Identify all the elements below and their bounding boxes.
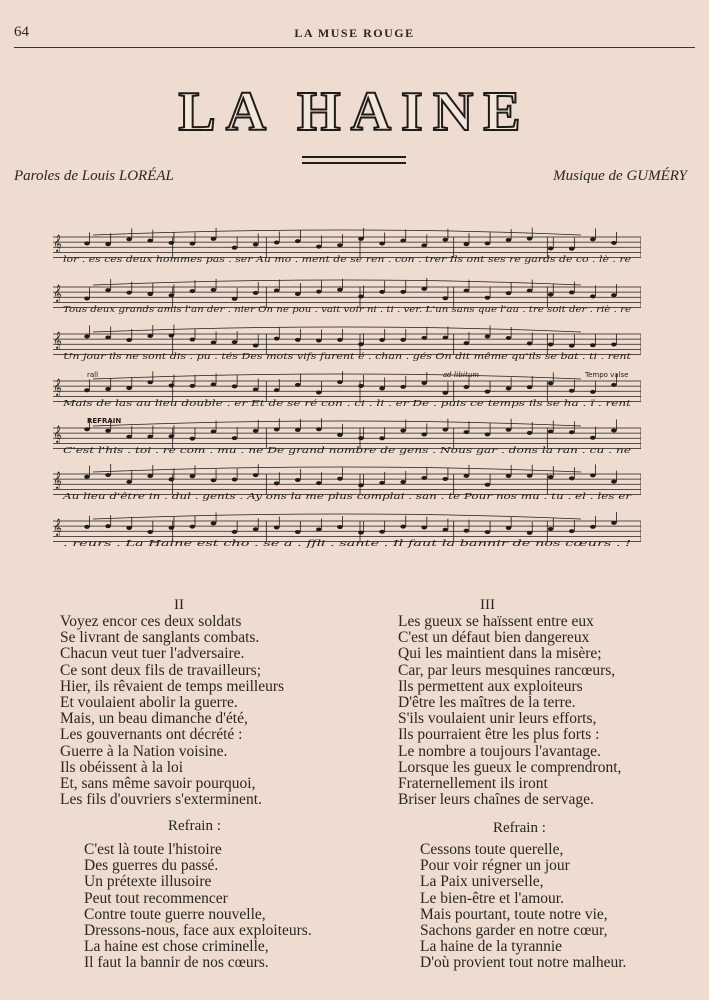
verse-2-line: Voyez encor ces deux soldats	[60, 613, 242, 630]
note-head	[527, 474, 533, 478]
note-head	[337, 380, 343, 384]
note-head	[506, 428, 512, 432]
note-head	[590, 237, 596, 241]
note-head	[147, 435, 153, 439]
treble-clef: 𝄞	[53, 284, 62, 302]
note-head	[421, 287, 427, 291]
note-head	[295, 338, 301, 342]
note-head	[295, 292, 301, 296]
note-head	[169, 241, 175, 245]
note-head	[105, 242, 111, 246]
phrase-slur	[93, 327, 581, 332]
note-head	[379, 241, 385, 245]
note-head	[126, 291, 132, 295]
note-head	[147, 334, 153, 338]
verse-3-line: Car, par leurs mesquines rancœurs,	[398, 661, 616, 679]
refrain-left	[84, 842, 312, 972]
verse-2-line: Les fils d'ouvriers s'exterminent.	[60, 791, 262, 809]
note-head	[506, 526, 512, 530]
note-head	[169, 334, 175, 338]
treble-clef: 𝄞	[53, 331, 62, 349]
note-head	[147, 530, 153, 534]
verse-3	[398, 614, 621, 808]
note-head	[421, 243, 427, 247]
note-head	[84, 475, 90, 479]
note-head	[274, 525, 280, 529]
score-lyric: Au lieu d'être in . dul . gents . Ay ons la me plus complai . san . te Pour nos mu . tu . el . les er	[63, 492, 467, 502]
note-head	[232, 478, 238, 482]
score-lyric: Mais de las au lieu double . er Et de se ré con . ci . li . er De . puis ce temps ils se ha . ï . rent	[63, 399, 464, 409]
note-head	[337, 288, 343, 292]
note-head	[358, 436, 364, 440]
note-head	[400, 429, 406, 433]
note-head	[169, 526, 175, 530]
treble-clef: 𝄞	[53, 234, 62, 252]
title-rule-top	[302, 156, 406, 158]
phrase-slur	[93, 374, 581, 379]
note-head	[464, 474, 470, 478]
note-head	[84, 388, 90, 392]
verse-2-line: Ils obéissent à la loi	[60, 758, 184, 776]
note-head	[464, 242, 470, 246]
note-head	[253, 388, 259, 392]
note-head	[548, 381, 554, 385]
note-head	[316, 245, 322, 249]
verse-3-line: Fraternellement ils iront	[398, 775, 548, 793]
note-head	[253, 291, 259, 295]
note-head	[105, 429, 111, 433]
score-lyric: C'est l'his . toi . re com . mu . ne De grand nombre de gens . Nous gar . dons la ran . cu . ne	[63, 446, 631, 456]
note-head	[232, 530, 238, 534]
verse-3-line: Ils permettent aux exploiteurs	[398, 677, 583, 695]
note-head	[147, 380, 153, 384]
note-head	[232, 246, 238, 250]
note-head	[527, 341, 533, 345]
note-head	[84, 525, 90, 529]
note-head	[506, 336, 512, 340]
verse-3-line: Qui les maintient dans la misère;	[398, 645, 602, 663]
note-head	[548, 527, 554, 531]
note-head	[126, 386, 132, 390]
note-head	[253, 473, 259, 477]
refrain-left-line: C'est là toute l'histoire	[84, 841, 222, 858]
note-head	[527, 385, 533, 389]
refrain-left-line: Peut tout recommencer	[84, 889, 228, 907]
note-head	[105, 335, 111, 339]
note-head	[506, 291, 512, 295]
tempo-mark-rall: rall	[87, 371, 99, 379]
note-head	[316, 427, 322, 431]
note-head	[400, 239, 406, 243]
note-head	[232, 384, 238, 388]
note-head	[400, 480, 406, 484]
note-head	[105, 387, 111, 391]
verse-3-line: Briser leurs chaînes de servage.	[398, 791, 594, 809]
note-head	[464, 430, 470, 434]
note-head	[443, 336, 449, 340]
note-head	[464, 341, 470, 345]
note-head	[295, 239, 301, 243]
refrain-left-line: Dressons-nous, face aux exploiteurs.	[84, 922, 312, 940]
refrain-left-heading: Refrain :	[168, 818, 221, 834]
refrain-left-line: Un prétexte illusoire	[84, 873, 212, 891]
note-head	[190, 474, 196, 478]
song-title: LA HAINE	[178, 81, 531, 143]
note-head	[337, 338, 343, 342]
note-head	[126, 526, 132, 530]
note-head	[400, 290, 406, 294]
score-lyric: Un jour ils ne sont dis . pu . tés Des mots vifs furent é . chan . gés On dit même qu'ils se bat . ti . rent	[63, 352, 500, 362]
note-head	[548, 293, 554, 297]
note-head	[84, 427, 90, 431]
verse-3-line: D'être les maîtres de la terre.	[398, 694, 576, 712]
note-head	[126, 338, 132, 342]
note-head	[569, 529, 575, 533]
note-head	[379, 338, 385, 342]
note-head	[527, 531, 533, 535]
note-head	[590, 525, 596, 529]
verse-2	[60, 614, 284, 808]
note-head	[485, 530, 491, 534]
note-head	[84, 297, 90, 301]
note-head	[569, 290, 575, 294]
note-head	[548, 430, 554, 434]
refrain-right-heading: Refrain :	[493, 820, 546, 836]
note-head	[611, 429, 617, 433]
note-head	[443, 296, 449, 300]
note-head	[358, 384, 364, 388]
note-head	[295, 383, 301, 387]
verse-2-line: Et, sans même savoir pourquoi,	[60, 775, 256, 793]
refrain-left-line: La haine est chose criminelle,	[84, 938, 269, 956]
note-head	[253, 429, 259, 433]
note-head	[485, 334, 491, 338]
verse-3-line: Lorsque les gueux le comprendront,	[398, 758, 622, 776]
note-head	[147, 292, 153, 296]
note-head	[190, 338, 196, 342]
verse-2-line: Chacun veut tuer l'adversaire.	[60, 645, 245, 663]
note-head	[379, 530, 385, 534]
note-head	[569, 389, 575, 393]
score-lyric: . reurs . La Haine est cho . se a . ffli . sante . Il faut la bannir de nos cœurs . !	[63, 539, 631, 549]
refrain-right-line: Sachons garder en notre cœur,	[420, 922, 608, 940]
note-head	[337, 243, 343, 247]
note-head	[379, 290, 385, 294]
note-head	[443, 477, 449, 481]
note-head	[569, 476, 575, 480]
note-head	[126, 480, 132, 484]
verse-3-line: S'ils voulaient unir leurs efforts,	[398, 710, 597, 728]
note-head	[274, 289, 280, 293]
note-head	[379, 386, 385, 390]
phrase-slur	[93, 514, 581, 519]
note-head	[211, 521, 217, 525]
note-head	[316, 290, 322, 294]
note-head	[443, 391, 449, 395]
note-head	[211, 478, 217, 482]
note-head	[274, 427, 280, 431]
verse-2-numeral: II	[174, 597, 184, 613]
note-head	[485, 432, 491, 436]
refrain-right-line: D'où provient tout notre malheur.	[420, 954, 627, 972]
note-head	[169, 434, 175, 438]
note-head	[485, 296, 491, 300]
phrase-slur	[93, 280, 581, 285]
note-head	[464, 385, 470, 389]
note-head	[485, 241, 491, 245]
page-header	[14, 24, 695, 44]
treble-clef: 𝄞	[53, 378, 62, 396]
verse-3-numeral: III	[480, 597, 495, 613]
note-head	[421, 525, 427, 529]
note-head	[527, 431, 533, 435]
note-head	[295, 530, 301, 534]
verse-2-line: Ce sont deux fils de travailleurs;	[60, 661, 262, 679]
note-head	[232, 340, 238, 344]
note-head	[590, 294, 596, 298]
refrain-right-line: La Paix universelle,	[420, 873, 544, 891]
note-head	[569, 430, 575, 434]
verse-2-line: Guerre à la Nation voisine.	[60, 742, 228, 760]
note-head	[611, 342, 617, 346]
refrain-right-line: Mais pourtant, toute notre vie,	[420, 905, 608, 923]
note-head	[400, 385, 406, 389]
note-head	[358, 237, 364, 241]
note-head	[190, 437, 196, 441]
note-head	[274, 481, 280, 485]
note-head	[274, 337, 280, 341]
refrain-left-line: Des guerres du passé.	[84, 857, 219, 875]
note-head	[443, 528, 449, 532]
verse-3-line: Les gueux se haïssent entre eux	[398, 613, 594, 630]
treble-clef: 𝄞	[53, 518, 62, 536]
refrain-right-line: La haine de la tyrannie	[420, 938, 563, 956]
note-head	[105, 524, 111, 528]
refrain-left-line: Il faut la bannir de nos cœurs.	[84, 954, 269, 972]
note-head	[611, 293, 617, 297]
note-head	[84, 241, 90, 245]
note-head	[316, 481, 322, 485]
note-head	[147, 239, 153, 243]
refrain-right-line: Le bien-être et l'amour.	[420, 889, 564, 907]
title-rule-bottom	[302, 162, 406, 164]
note-head	[379, 436, 385, 440]
note-head	[358, 342, 364, 346]
music-score	[53, 225, 641, 565]
refrain-right-line: Cessons toute querelle,	[420, 841, 564, 858]
note-head	[379, 481, 385, 485]
note-head	[527, 289, 533, 293]
note-head	[274, 241, 280, 245]
note-head	[590, 436, 596, 440]
note-head	[211, 430, 217, 434]
treble-clef: 𝄞	[53, 471, 62, 489]
note-head	[443, 428, 449, 432]
note-head	[506, 386, 512, 390]
note-head	[611, 521, 617, 525]
phrase-slur	[93, 421, 581, 426]
note-head	[358, 483, 364, 487]
note-head	[548, 475, 554, 479]
page-number: 64	[14, 24, 29, 40]
note-head	[190, 525, 196, 529]
note-head	[105, 288, 111, 292]
note-head	[211, 382, 217, 386]
refrain-right-line: Pour voir régner un jour	[420, 857, 570, 875]
note-head	[464, 529, 470, 533]
lyricist-credit: Paroles de Louis LORÉAL	[14, 168, 174, 184]
note-head	[253, 344, 259, 348]
note-head	[421, 476, 427, 480]
note-head	[569, 247, 575, 251]
treble-clef: 𝄞	[53, 425, 62, 443]
note-head	[253, 527, 259, 531]
note-head	[400, 525, 406, 529]
score-lyric: lor . es ces deux hommes pas . ser Au mo . ment de se ren . con . trer Ils ont ses re gards de co . lè . re	[63, 255, 506, 265]
refrain-left-line: Contre toute guerre nouvelle,	[84, 905, 266, 923]
note-head	[506, 474, 512, 478]
note-head	[211, 340, 217, 344]
note-head	[211, 237, 217, 241]
phrase-slur	[93, 230, 581, 235]
verse-2-line: Hier, ils rêvaient de temps meilleurs	[60, 677, 285, 695]
note-head	[611, 383, 617, 387]
note-head	[421, 381, 427, 385]
note-head	[358, 531, 364, 535]
note-head	[126, 237, 132, 241]
note-head	[485, 390, 491, 394]
refrain-right	[420, 842, 626, 972]
note-head	[548, 246, 554, 250]
score-lyric: Tous deux grands amis l'an der . nier On ne pou . vait voir ni . ti . ver. L'un sans que l'au . tre soit der . riè . re	[63, 305, 537, 315]
note-head	[169, 293, 175, 297]
note-head	[548, 342, 554, 346]
note-head	[126, 435, 132, 439]
note-head	[274, 388, 280, 392]
verse-2-line: Mais, un beau dimanche d'été,	[60, 710, 248, 728]
note-head	[211, 288, 217, 292]
verse-3-line: C'est un défaut bien dangereux	[398, 629, 590, 647]
note-head	[590, 473, 596, 477]
tempo-mark-valse: Tempo valse	[585, 371, 629, 379]
note-head	[527, 237, 533, 241]
note-head	[421, 336, 427, 340]
note-head	[190, 384, 196, 388]
tempo-mark-ad-libitum: ad libitum	[443, 371, 480, 379]
note-head	[337, 525, 343, 529]
note-head	[169, 384, 175, 388]
note-head	[316, 391, 322, 395]
phrase-slur	[93, 467, 581, 472]
note-head	[400, 338, 406, 342]
note-head	[190, 242, 196, 246]
note-head	[611, 241, 617, 245]
note-head	[316, 338, 322, 342]
note-head	[464, 289, 470, 293]
note-head	[295, 478, 301, 482]
note-head	[147, 474, 153, 478]
note-head	[232, 297, 238, 301]
verse-2-line: Les gouvernants ont décrété :	[60, 726, 243, 744]
note-head	[358, 295, 364, 299]
note-head	[295, 428, 301, 432]
verse-3-line: Le nombre a toujours l'avantage.	[398, 742, 601, 760]
note-head	[443, 238, 449, 242]
note-head	[485, 483, 491, 487]
note-head	[190, 289, 196, 293]
note-head	[232, 436, 238, 440]
note-head	[337, 477, 343, 481]
refrain-label: REFRAIN	[87, 417, 122, 425]
running-title: LA MUSE ROUGE	[294, 26, 415, 40]
verse-2-line: Se livrant de sanglants combats.	[60, 629, 260, 647]
note-head	[169, 477, 175, 481]
composer-credit: Musique de GUMÉRY	[553, 168, 687, 184]
verse-2-line: Et voulaient abolir la guerre.	[60, 694, 238, 712]
note-head	[590, 343, 596, 347]
note-head	[569, 344, 575, 348]
note-head	[253, 242, 259, 246]
note-head	[337, 433, 343, 437]
note-head	[421, 432, 427, 436]
header-rule	[14, 47, 695, 48]
note-head	[105, 473, 111, 477]
note-head	[506, 238, 512, 242]
note-head	[316, 527, 322, 531]
note-head	[611, 480, 617, 484]
note-head	[84, 334, 90, 338]
note-head	[590, 390, 596, 394]
verse-3-line: Ils pourraient être les plus forts :	[398, 726, 600, 744]
